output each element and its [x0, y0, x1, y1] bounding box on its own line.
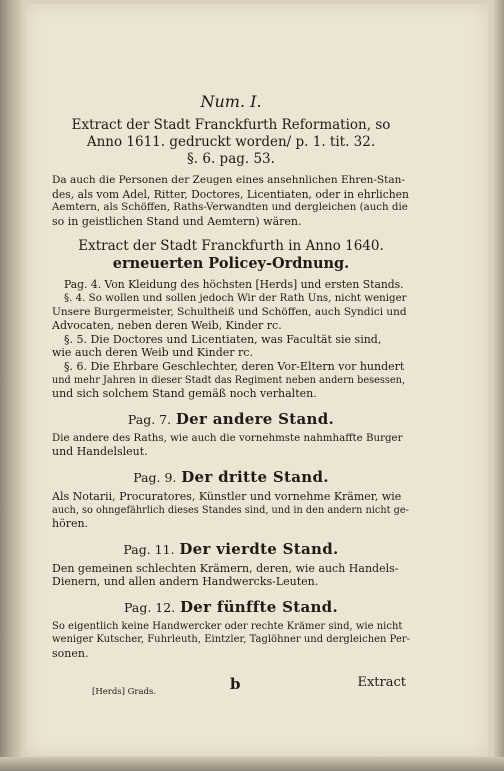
section-page: Pag. 7.	[127, 411, 172, 427]
text-line: so in geistlichen Stand und Aemtern) wären.	[52, 214, 302, 228]
text-line: So eigentlich keine Handwercker oder rechte Krämer sind, wie nicht	[52, 620, 403, 632]
text-line: Aemtern, als Schöffen, Raths-Verwandten und dergleichen (auch die	[52, 201, 408, 214]
footnote: [Herds] Grads.	[92, 686, 157, 697]
page-footer	[52, 675, 410, 705]
text-line: weniger Kutscher, Fuhrleuth, Eintzler, Taglöhner und dergleichen Per-	[52, 634, 411, 646]
page-bottom-edge	[0, 757, 504, 771]
text-line: §. 4. So wollen und sollen jedoch Wir der Rath Uns, nicht weniger	[64, 291, 407, 304]
text-line: des, als vom Adel, Ritter, Doctores, Licentiaten, oder in ehrlichen	[52, 187, 409, 201]
text-line: und mehr Jahren in dieser Stadt das Regiment neben andern besessen,	[52, 374, 406, 386]
section-fifth-estate	[52, 597, 410, 661]
section-name: Der andere Stand.	[175, 409, 335, 428]
section-name: Der dritte Stand.	[181, 467, 329, 486]
text-line: Pag. 4. Von Kleidung des höchsten [Herds] und ersten Stands.	[64, 278, 404, 292]
text-line: Dienern, und allen andern Handwercks-Leuten.	[52, 575, 319, 589]
text-line: sonen.	[52, 647, 89, 661]
document-body	[52, 92, 410, 705]
section-fourth-estate	[52, 539, 410, 589]
signature-mark: b	[230, 674, 241, 693]
text-line: Unsere Burgermeister, Schultheiß und Schöffen, auch Syndici und	[52, 305, 407, 318]
section-page: Pag. 11.	[123, 541, 175, 557]
section-heading	[52, 539, 410, 560]
text-line: wie auch deren Weib und Kinder rc.	[52, 346, 253, 360]
text-line: Da auch die Personen der Zeugen eines ansehnlichen Ehren-Stan-	[52, 174, 405, 186]
text-line: und Handelsleut.	[52, 445, 148, 459]
section-heading	[52, 409, 410, 430]
title-line: erneuerten Policey-Ordnung.	[112, 255, 350, 273]
document-number: Num. I.	[200, 92, 262, 111]
section-heading	[52, 467, 410, 488]
section-page: Pag. 12.	[124, 599, 176, 615]
extract-policey-ordnung	[52, 238, 410, 400]
catchword: Extract	[357, 674, 406, 690]
text-line: hören.	[52, 517, 89, 531]
text-line: §. 5. Die Doctores und Licentiaten, was Facultät sie sind,	[64, 332, 382, 346]
page-edge	[494, 0, 504, 771]
text-line: und sich solchem Stand gemäß noch verhalten.	[52, 387, 317, 401]
section-heading	[52, 597, 410, 618]
title-line: Extract der Stadt Franckfurth Reformation, so	[71, 117, 391, 133]
title-line: Extract der Stadt Franckfurth in Anno 1640.	[78, 238, 384, 255]
text-line: Als Notarii, Procuratores, Künstler und vornehme Krämer, wie	[52, 489, 402, 503]
book-gutter	[0, 0, 22, 771]
text-line: §. 6. Die Ehrbare Geschlechter, deren Vor-Eltern vor hundert	[64, 359, 405, 373]
text-line: auch, so ohngefährlich dieses Standes sind, und in den andern nicht ge-	[52, 504, 409, 516]
section-second-estate	[52, 409, 410, 459]
section-page: Pag. 9.	[133, 469, 177, 485]
extract-reformation	[52, 117, 410, 228]
text-line: Den gemeinen schlechten Krämern, deren, wie auch Handels-	[52, 561, 399, 575]
section-name: Der vierdte Stand.	[179, 539, 339, 558]
text-line: Die andere des Raths, wie auch die vornehmste nahmhaffte Burger	[52, 431, 403, 444]
title-line: Anno 1611. gedruckt worden/ p. 1. tit. 32.	[86, 134, 376, 150]
section-third-estate	[52, 467, 410, 531]
section-name: Der fünffte Stand.	[179, 597, 338, 616]
text-line: Advocaten, neben deren Weib, Kinder rc.	[52, 319, 282, 333]
title-line: §. 6. pag. 53.	[187, 151, 275, 167]
